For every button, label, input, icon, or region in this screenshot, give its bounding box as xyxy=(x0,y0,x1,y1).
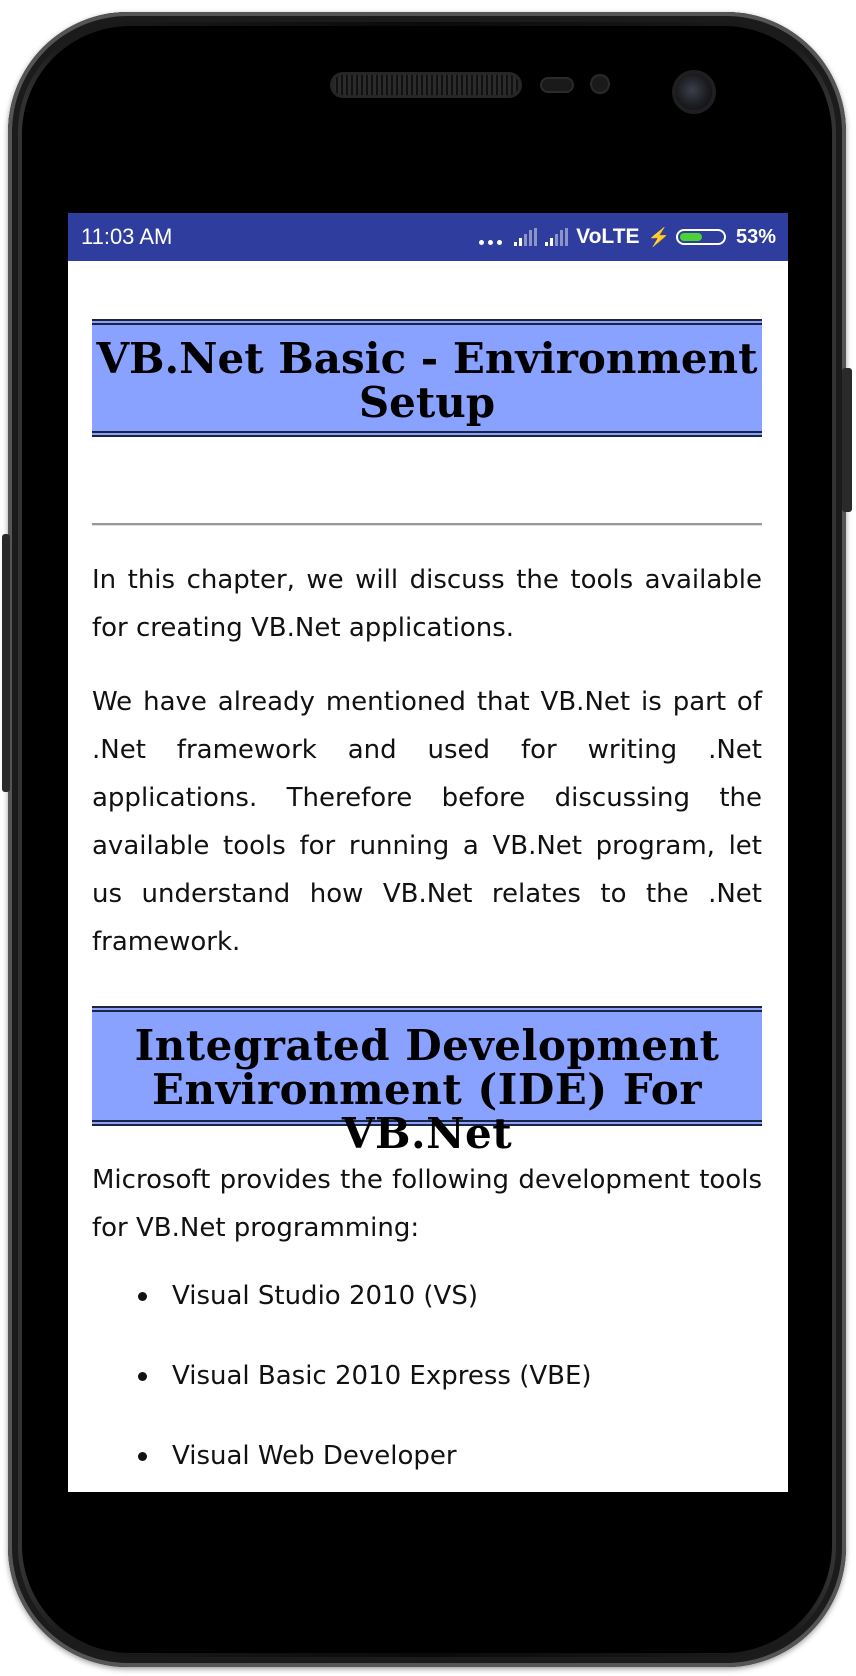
battery-level-fill xyxy=(680,233,702,241)
signal-icon xyxy=(545,228,568,246)
status-icons xyxy=(479,223,776,251)
power-button xyxy=(842,368,852,512)
page-title: VB.Net Basic - Environment Setup xyxy=(92,319,762,437)
light-sensor xyxy=(592,76,608,92)
front-camera xyxy=(676,74,712,110)
list-item: Visual Web Developer xyxy=(92,1432,762,1480)
intro-paragraph: In this chapter, we will discuss the tools available for creating VB.Net applications. xyxy=(92,565,762,643)
status-bar xyxy=(68,213,788,261)
battery-icon xyxy=(676,229,726,245)
bullet-icon xyxy=(138,1372,147,1381)
volume-button xyxy=(2,534,10,792)
screen xyxy=(68,213,788,1492)
battery-percent: 53% xyxy=(735,225,776,248)
section-intro: Microsoft provides the following development tools for VB.Net programming: xyxy=(92,1165,762,1243)
framework-paragraph: We have already mentioned that VB.Net is part of .Net framework and used for writing .Net applications. Therefore before discussing the available tools for running a VB.Net program, let us understand how VB.Net relates to the .Net framework. xyxy=(92,687,762,957)
tools-list xyxy=(92,1272,762,1480)
signal-icon xyxy=(514,228,537,246)
proximity-sensor xyxy=(542,79,572,91)
divider xyxy=(92,523,762,526)
section-heading: Integrated Development Environment (IDE) For VB.Net xyxy=(92,1006,762,1126)
article-content xyxy=(92,261,762,1492)
list-item: Visual Basic 2010 Express (VBE) xyxy=(92,1352,762,1400)
charging-bolt-icon: ⚡ xyxy=(647,226,670,247)
bullet-icon xyxy=(138,1292,147,1301)
more-dots-icon xyxy=(479,240,502,245)
network-type: VoLTE xyxy=(576,225,640,248)
list-item: Visual Studio 2010 (VS) xyxy=(92,1272,762,1320)
status-time: 11:03 AM xyxy=(81,224,173,249)
earpiece-speaker xyxy=(333,75,519,95)
bullet-icon xyxy=(138,1452,147,1461)
